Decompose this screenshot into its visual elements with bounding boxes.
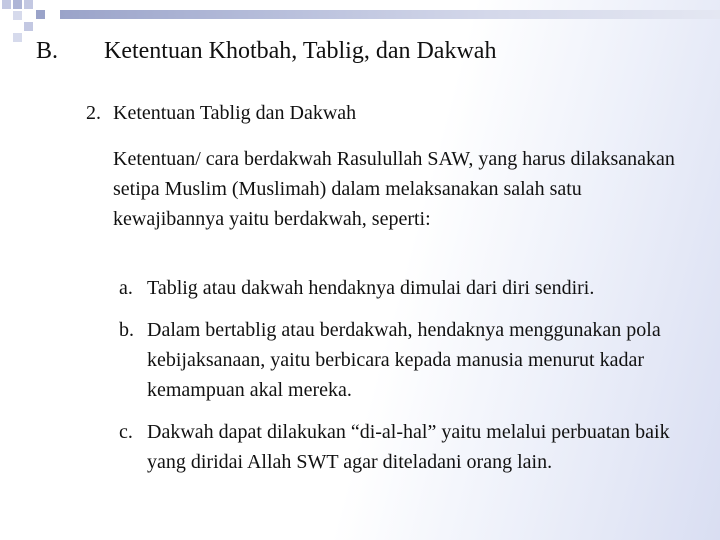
list-item	[119, 417, 709, 477]
list-item-text: Dalam bertablig atau berdakwah, hendaknya menggunakan pola kebijaksanaan, yaitu berbicara kepada manusia menurut kadar kemampuan akal mereka.	[147, 319, 661, 401]
intro-paragraph: Ketentuan/ cara berdakwah Rasulullah SAW, yang harus dilaksanakan setipa Muslim (Muslimah) dalam melaksanakan salah satu kewajibannya yaitu berdakwah, seperti:	[113, 148, 675, 230]
list-item	[119, 315, 709, 405]
subsection-number: 2.	[86, 102, 101, 124]
list-item-text: Dakwah dapat dilakukan “di-al-hal” yaitu melalui perbuatan baik yang diridai Allah SWT agar diteladani orang lain.	[147, 421, 670, 473]
list-item-letter: a.	[119, 277, 133, 299]
subsection-title: Ketentuan Tablig dan Dakwah	[113, 102, 357, 124]
list-item	[119, 273, 709, 303]
top-decorative-band	[60, 10, 720, 19]
section-number: B.	[36, 38, 59, 64]
section-title: Ketentuan Khotbah, Tablig, dan Dakwah	[104, 38, 497, 64]
list-item-text: Tablig atau dakwah hendaknya dimulai dari diri sendiri.	[147, 277, 595, 299]
list-item-letter: b.	[119, 319, 134, 341]
list-item-letter: c.	[119, 421, 133, 443]
subsection-heading	[86, 102, 356, 125]
